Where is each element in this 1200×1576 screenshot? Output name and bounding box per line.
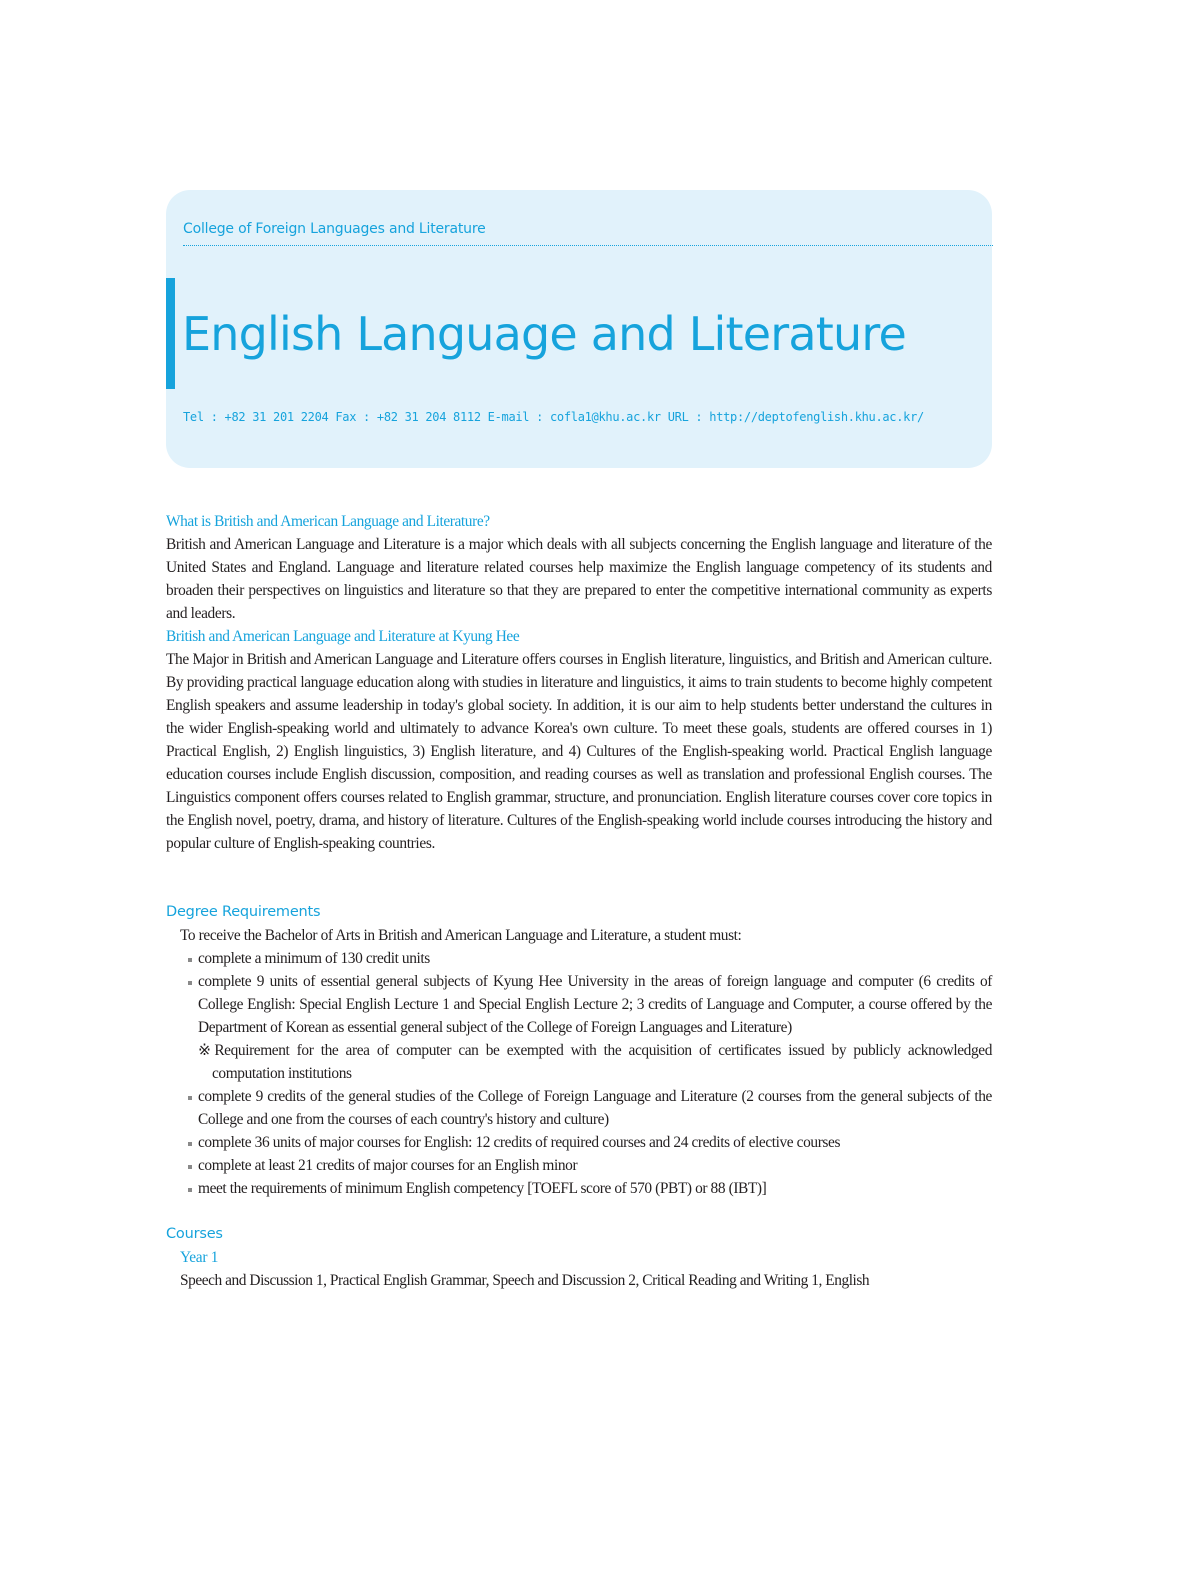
- degree-requirements-heading: Degree Requirements: [166, 904, 321, 920]
- list-item: complete 9 credits of the general studies of the College of Foreign Language and Literature (2 courses from the general subjects of the College and one from the courses of each country's history and culture): [186, 1085, 992, 1131]
- section-body-what: British and American Language and Literature is a major which deals with all subjects concerning the English language and literature of the United States and England. Language and literature related courses help maximize the English language competency of its students and broaden their perspectives on linguistics and literature so that they are prepared to enter the competitive international community as experts and leaders.: [166, 536, 992, 622]
- section-heading-what: What is British and American Language and Literature?: [166, 513, 490, 530]
- college-name: College of Foreign Languages and Literature: [183, 221, 486, 237]
- title-accent-bar: [166, 278, 175, 389]
- year-1-courses: Speech and Discussion 1, Practical English Grammar, Speech and Discussion 2, Critical Reading and Writing 1, English: [180, 1272, 870, 1289]
- section-heading-kyung-hee: British and American Language and Literature at Kyung Hee: [166, 628, 520, 645]
- section-body-kyung-hee: The Major in British and American Language and Literature offers courses in English literature, linguistics, and British and American culture. By providing practical language education along with studies in literature and linguistics, it aims to train students to become highly competent English speakers and assume leadership in today's global society. In addition, it is our aim to help students better understand the cultures in the wider English-speaking world and ultimately to advance Korea's own culture. To meet these goals, students are offered courses in 1) Practical English, 2) English linguistics, 3) English literature, and 4) Cultures of the English-speaking world. Practical English language education courses include English discussion, composition, and reading courses as well as translation and professional English courses. The Linguistics component offers courses related to English grammar, structure, and pronunciation. English literature courses cover core topics in the English novel, poetry, drama, and history of literature. Cultures of the English-speaking world include courses introducing the history and popular culture of English-speaking countries.: [166, 651, 992, 852]
- contact-info: Tel : +82 31 201 2204 Fax : +82 31 204 8112 E-mail : cofla1@khu.ac.kr URL : http://deptofenglish.khu.ac.kr/: [183, 410, 924, 424]
- page-title: English Language and Literature: [182, 307, 906, 361]
- requirements-list: [166, 947, 992, 1200]
- main-content: [166, 510, 992, 1292]
- list-item: complete at least 21 credits of major courses for an English minor: [186, 1154, 992, 1177]
- list-item: complete a minimum of 130 credit units: [186, 947, 992, 970]
- degree-intro: To receive the Bachelor of Arts in British and American Language and Literature, a student must:: [180, 927, 742, 944]
- dotted-divider: [183, 245, 993, 246]
- list-item: complete 9 units of essential general subjects of Kyung Hee University in the areas of foreign language and computer (6 credits of College English: Special English Lecture 1 and Special English Lecture 2; 3 credits of Language and Computer, a course offered by the Department of Korean as essential general subject of the College of Foreign Languages and Literature): [186, 970, 992, 1039]
- courses-heading: Courses: [166, 1226, 223, 1242]
- requirement-note: ※Requirement for the area of computer can be exempted with the acquisition of certificates issued by publicly acknowledged computation institutions: [198, 1042, 992, 1082]
- list-item: complete 36 units of major courses for English: 12 credits of required courses and 24 credits of elective courses: [186, 1131, 992, 1154]
- year-1-label: Year 1: [180, 1249, 219, 1266]
- list-item: meet the requirements of minimum English competency [TOEFL score of 570 (PBT) or 88 (IBT)]: [186, 1177, 992, 1200]
